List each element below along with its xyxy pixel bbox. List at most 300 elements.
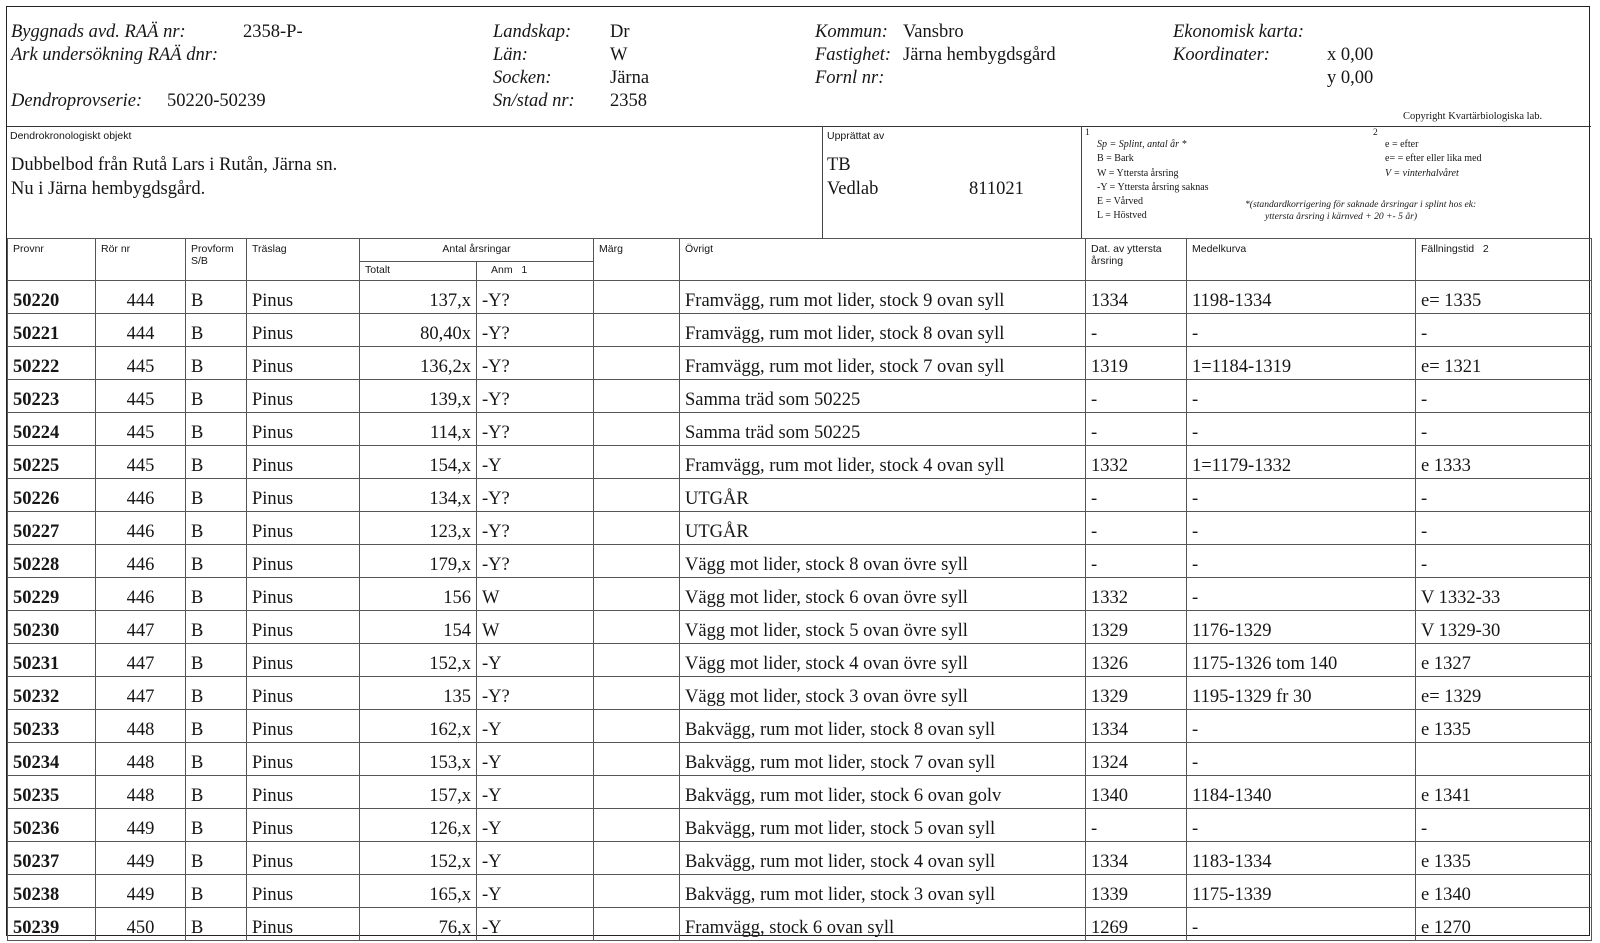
lan-value: W bbox=[610, 45, 628, 65]
table-row bbox=[8, 908, 1592, 941]
table-row bbox=[8, 281, 1592, 314]
col-anm-label: Anm bbox=[491, 264, 513, 276]
cell-rornr: 447 bbox=[96, 677, 186, 710]
cell-falln: - bbox=[1416, 380, 1592, 413]
cell-provform: B bbox=[186, 875, 247, 908]
byggnads-value: 2358-P- bbox=[243, 22, 303, 42]
cell-medel: - bbox=[1187, 314, 1416, 347]
cell-ovrigt: Samma träd som 50225 bbox=[680, 413, 1086, 446]
cell-rornr: 446 bbox=[96, 545, 186, 578]
cell-provform: B bbox=[186, 446, 247, 479]
cell-marg bbox=[594, 281, 680, 314]
legend-marker-1: 1 bbox=[1085, 128, 1090, 138]
cell-marg bbox=[594, 347, 680, 380]
cell-provform: B bbox=[186, 281, 247, 314]
cell-marg bbox=[594, 677, 680, 710]
fastighet-label: Fastighet: bbox=[815, 45, 892, 65]
cell-rornr: 446 bbox=[96, 512, 186, 545]
landskap-value: Dr bbox=[610, 22, 630, 42]
cell-totalt: 76,x bbox=[360, 908, 477, 941]
cell-dat: 1269 bbox=[1086, 908, 1187, 941]
legend-efter-lika: e= = efter eller lika med bbox=[1385, 153, 1482, 165]
samples-table bbox=[7, 238, 1592, 941]
cell-ovrigt: Vägg mot lider, stock 6 ovan övre syll bbox=[680, 578, 1086, 611]
cell-ovrigt: Vägg mot lider, stock 3 ovan övre syll bbox=[680, 677, 1086, 710]
table-body bbox=[8, 281, 1592, 941]
legend-note-1: *(standardkorrigering för saknade årsringar i splint hos ek: bbox=[1245, 199, 1477, 210]
ekon-karta-label: Ekonomisk karta: bbox=[1173, 22, 1305, 42]
table-row bbox=[8, 446, 1592, 479]
cell-provform: B bbox=[186, 908, 247, 941]
cell-totalt: 154 bbox=[360, 611, 477, 644]
cell-anm: -Y bbox=[477, 743, 594, 776]
cell-anm: -Y bbox=[477, 908, 594, 941]
cell-traslag: Pinus bbox=[247, 347, 360, 380]
cell-provform: B bbox=[186, 512, 247, 545]
cell-dat: - bbox=[1086, 413, 1187, 446]
cell-dat: 1319 bbox=[1086, 347, 1187, 380]
col-falln-note: 2 bbox=[1482, 243, 1489, 255]
col-provform bbox=[186, 239, 247, 281]
cell-medel: 1195-1329 fr 30 bbox=[1187, 677, 1416, 710]
cell-provform: B bbox=[186, 677, 247, 710]
header-divider bbox=[7, 126, 1591, 127]
legend-right-list bbox=[1385, 138, 1482, 181]
cell-ovrigt: Bakvägg, rum mot lider, stock 8 ovan syll bbox=[680, 710, 1086, 743]
table-row bbox=[8, 677, 1592, 710]
cell-totalt: 153,x bbox=[360, 743, 477, 776]
col-provform-sub: S/B bbox=[191, 255, 208, 267]
table-row bbox=[8, 842, 1592, 875]
cell-ovrigt: Bakvägg, rum mot lider, stock 5 ovan syll bbox=[680, 809, 1086, 842]
ark-label: Ark undersökning RAÄ dnr: bbox=[11, 45, 219, 65]
lan-label: Län: bbox=[493, 45, 528, 65]
cell-falln: - bbox=[1416, 512, 1592, 545]
table-row bbox=[8, 743, 1592, 776]
cell-provnr: 50222 bbox=[8, 347, 96, 380]
prepared-name: TB bbox=[827, 155, 851, 175]
table-row bbox=[8, 875, 1592, 908]
cell-totalt: 179,x bbox=[360, 545, 477, 578]
cell-totalt: 152,x bbox=[360, 842, 477, 875]
snstad-label: Sn/stad nr: bbox=[493, 91, 575, 111]
cell-ovrigt: Framvägg, rum mot lider, stock 7 ovan syll bbox=[680, 347, 1086, 380]
legend-w: W = Yttersta årsring bbox=[1097, 167, 1179, 179]
cell-rornr: 444 bbox=[96, 314, 186, 347]
cell-dat: - bbox=[1086, 809, 1187, 842]
table-row bbox=[8, 776, 1592, 809]
object-divider bbox=[822, 126, 823, 238]
cell-provnr: 50239 bbox=[8, 908, 96, 941]
legend-y: -Y = Yttersta årsring saknas bbox=[1097, 181, 1209, 193]
cell-traslag: Pinus bbox=[247, 677, 360, 710]
cell-rornr: 444 bbox=[96, 281, 186, 314]
copyright-text: Copyright Kvartärbiologiska lab. bbox=[1403, 111, 1543, 122]
cell-traslag: Pinus bbox=[247, 314, 360, 347]
cell-traslag: Pinus bbox=[247, 644, 360, 677]
cell-provnr: 50221 bbox=[8, 314, 96, 347]
cell-provnr: 50235 bbox=[8, 776, 96, 809]
cell-ovrigt: Framvägg, rum mot lider, stock 9 ovan syll bbox=[680, 281, 1086, 314]
cell-anm: -Y? bbox=[477, 512, 594, 545]
cell-anm: W bbox=[477, 578, 594, 611]
cell-falln: - bbox=[1416, 545, 1592, 578]
cell-medel: - bbox=[1187, 710, 1416, 743]
cell-provnr: 50234 bbox=[8, 743, 96, 776]
table-row bbox=[8, 710, 1592, 743]
cell-medel: 1175-1326 tom 140 bbox=[1187, 644, 1416, 677]
koordinat-y: y 0,00 bbox=[1327, 68, 1374, 88]
table-row bbox=[8, 479, 1592, 512]
cell-provnr: 50232 bbox=[8, 677, 96, 710]
table-header-row bbox=[8, 239, 1592, 262]
cell-traslag: Pinus bbox=[247, 578, 360, 611]
cell-falln: e= 1329 bbox=[1416, 677, 1592, 710]
cell-rornr: 448 bbox=[96, 743, 186, 776]
col-falln bbox=[1416, 239, 1592, 281]
cell-anm: -Y? bbox=[477, 677, 594, 710]
cell-anm: -Y bbox=[477, 446, 594, 479]
col-dat-sub: årsring bbox=[1091, 255, 1124, 267]
cell-anm: -Y bbox=[477, 809, 594, 842]
cell-provnr: 50238 bbox=[8, 875, 96, 908]
cell-provform: B bbox=[186, 578, 247, 611]
cell-dat: - bbox=[1086, 314, 1187, 347]
cell-medel: 1184-1340 bbox=[1187, 776, 1416, 809]
prepared-lab: Vedlab bbox=[827, 179, 879, 199]
cell-falln: e 1333 bbox=[1416, 446, 1592, 479]
cell-marg bbox=[594, 875, 680, 908]
cell-marg bbox=[594, 710, 680, 743]
table-row bbox=[8, 809, 1592, 842]
cell-provform: B bbox=[186, 842, 247, 875]
cell-medel: - bbox=[1187, 413, 1416, 446]
cell-falln bbox=[1416, 743, 1592, 776]
cell-rornr: 445 bbox=[96, 380, 186, 413]
cell-rornr: 446 bbox=[96, 479, 186, 512]
cell-provform: B bbox=[186, 314, 247, 347]
cell-ovrigt: Vägg mot lider, stock 5 ovan övre syll bbox=[680, 611, 1086, 644]
cell-falln: - bbox=[1416, 314, 1592, 347]
cell-provnr: 50223 bbox=[8, 380, 96, 413]
cell-rornr: 447 bbox=[96, 611, 186, 644]
dendro-protocol-sheet bbox=[6, 6, 1590, 936]
legend-left-list bbox=[1097, 138, 1209, 224]
cell-totalt: 126,x bbox=[360, 809, 477, 842]
cell-traslag: Pinus bbox=[247, 545, 360, 578]
cell-provform: B bbox=[186, 347, 247, 380]
koordinat-x: x 0,00 bbox=[1327, 45, 1374, 65]
cell-provform: B bbox=[186, 479, 247, 512]
prepared-date: 811021 bbox=[969, 179, 1024, 199]
table-row bbox=[8, 347, 1592, 380]
cell-provform: B bbox=[186, 380, 247, 413]
legend-note bbox=[1245, 199, 1476, 223]
cell-falln: - bbox=[1416, 809, 1592, 842]
legend-sp: Sp = Splint, antal år * bbox=[1097, 139, 1187, 150]
cell-provnr: 50233 bbox=[8, 710, 96, 743]
cell-provnr: 50236 bbox=[8, 809, 96, 842]
cell-falln: e 1270 bbox=[1416, 908, 1592, 941]
legend-e: E = Vårved bbox=[1097, 196, 1143, 208]
cell-provnr: 50225 bbox=[8, 446, 96, 479]
cell-anm: -Y bbox=[477, 710, 594, 743]
cell-rornr: 445 bbox=[96, 446, 186, 479]
cell-ovrigt: Framvägg, stock 6 ovan syll bbox=[680, 908, 1086, 941]
cell-rornr: 449 bbox=[96, 875, 186, 908]
cell-rornr: 445 bbox=[96, 413, 186, 446]
cell-totalt: 156 bbox=[360, 578, 477, 611]
cell-anm: -Y? bbox=[477, 314, 594, 347]
cell-dat: - bbox=[1086, 512, 1187, 545]
cell-traslag: Pinus bbox=[247, 446, 360, 479]
cell-rornr: 449 bbox=[96, 809, 186, 842]
cell-rornr: 446 bbox=[96, 578, 186, 611]
cell-totalt: 152,x bbox=[360, 644, 477, 677]
object-line-2: Nu i Järna hembygdsgård. bbox=[11, 179, 206, 199]
cell-provnr: 50229 bbox=[8, 578, 96, 611]
cell-traslag: Pinus bbox=[247, 611, 360, 644]
cell-dat: 1324 bbox=[1086, 743, 1187, 776]
cell-medel: 1198-1334 bbox=[1187, 281, 1416, 314]
cell-falln: - bbox=[1416, 413, 1592, 446]
cell-traslag: Pinus bbox=[247, 413, 360, 446]
cell-ovrigt: Vägg mot lider, stock 4 ovan övre syll bbox=[680, 644, 1086, 677]
cell-anm: -Y? bbox=[477, 479, 594, 512]
cell-totalt: 80,40x bbox=[360, 314, 477, 347]
cell-traslag: Pinus bbox=[247, 776, 360, 809]
cell-falln: V 1332-33 bbox=[1416, 578, 1592, 611]
object-line-1: Dubbelbod från Rutå Lars i Rutån, Järna sn. bbox=[11, 155, 338, 175]
cell-anm: -Y bbox=[477, 842, 594, 875]
cell-medel: - bbox=[1187, 743, 1416, 776]
byggnads-label: Byggnads avd. RAÄ nr: bbox=[11, 22, 186, 42]
col-rornr: Rör nr bbox=[96, 239, 186, 281]
cell-anm: -Y? bbox=[477, 347, 594, 380]
cell-rornr: 448 bbox=[96, 710, 186, 743]
cell-marg bbox=[594, 545, 680, 578]
cell-provnr: 50227 bbox=[8, 512, 96, 545]
socken-value: Järna bbox=[610, 68, 650, 88]
cell-medel: - bbox=[1187, 380, 1416, 413]
cell-totalt: 165,x bbox=[360, 875, 477, 908]
cell-anm: -Y? bbox=[477, 545, 594, 578]
cell-rornr: 445 bbox=[96, 347, 186, 380]
cell-marg bbox=[594, 314, 680, 347]
cell-falln: e= 1335 bbox=[1416, 281, 1592, 314]
cell-provnr: 50237 bbox=[8, 842, 96, 875]
landskap-label: Landskap: bbox=[493, 22, 572, 42]
cell-traslag: Pinus bbox=[247, 875, 360, 908]
cell-totalt: 136,2x bbox=[360, 347, 477, 380]
cell-dat: 1334 bbox=[1086, 281, 1187, 314]
cell-totalt: 157,x bbox=[360, 776, 477, 809]
legend-b: B = Bark bbox=[1097, 153, 1134, 165]
cell-provform: B bbox=[186, 644, 247, 677]
cell-provform: B bbox=[186, 413, 247, 446]
col-antal: Antal årsringar bbox=[360, 239, 594, 262]
cell-marg bbox=[594, 380, 680, 413]
cell-ovrigt: Bakvägg, rum mot lider, stock 4 ovan syll bbox=[680, 842, 1086, 875]
cell-medel: - bbox=[1187, 512, 1416, 545]
col-provnr: Provnr bbox=[8, 239, 96, 281]
cell-totalt: 154,x bbox=[360, 446, 477, 479]
cell-traslag: Pinus bbox=[247, 743, 360, 776]
cell-ovrigt: Vägg mot lider, stock 8 ovan övre syll bbox=[680, 545, 1086, 578]
legend-l: L = Höstved bbox=[1097, 210, 1147, 222]
cell-ovrigt: Bakvägg, rum mot lider, stock 3 ovan syll bbox=[680, 875, 1086, 908]
cell-marg bbox=[594, 413, 680, 446]
cell-totalt: 123,x bbox=[360, 512, 477, 545]
cell-marg bbox=[594, 644, 680, 677]
cell-rornr: 449 bbox=[96, 842, 186, 875]
cell-ovrigt: Framvägg, rum mot lider, stock 8 ovan syll bbox=[680, 314, 1086, 347]
snstad-value: 2358 bbox=[610, 91, 647, 111]
col-anm-note: 1 bbox=[521, 264, 528, 276]
cell-traslag: Pinus bbox=[247, 908, 360, 941]
cell-totalt: 135 bbox=[360, 677, 477, 710]
cell-provform: B bbox=[186, 776, 247, 809]
cell-medel: - bbox=[1187, 479, 1416, 512]
cell-dat: 1334 bbox=[1086, 842, 1187, 875]
cell-falln: V 1329-30 bbox=[1416, 611, 1592, 644]
cell-totalt: 114,x bbox=[360, 413, 477, 446]
cell-medel: 1175-1339 bbox=[1187, 875, 1416, 908]
cell-medel: - bbox=[1187, 545, 1416, 578]
cell-anm: -Y bbox=[477, 644, 594, 677]
cell-medel: 1=1184-1319 bbox=[1187, 347, 1416, 380]
cell-falln: e 1340 bbox=[1416, 875, 1592, 908]
cell-traslag: Pinus bbox=[247, 281, 360, 314]
table-row bbox=[8, 644, 1592, 677]
cell-marg bbox=[594, 776, 680, 809]
cell-marg bbox=[594, 809, 680, 842]
cell-marg bbox=[594, 512, 680, 545]
cell-marg bbox=[594, 578, 680, 611]
cell-rornr: 450 bbox=[96, 908, 186, 941]
table-row bbox=[8, 512, 1592, 545]
cell-provform: B bbox=[186, 545, 247, 578]
cell-medel: - bbox=[1187, 908, 1416, 941]
cell-provnr: 50226 bbox=[8, 479, 96, 512]
table-row bbox=[8, 545, 1592, 578]
cell-marg bbox=[594, 446, 680, 479]
col-ovrigt: Övrigt bbox=[680, 239, 1086, 281]
cell-rornr: 448 bbox=[96, 776, 186, 809]
table-row bbox=[8, 413, 1592, 446]
cell-traslag: Pinus bbox=[247, 512, 360, 545]
cell-provnr: 50230 bbox=[8, 611, 96, 644]
cell-dat: 1339 bbox=[1086, 875, 1187, 908]
kommun-label: Kommun: bbox=[815, 22, 888, 42]
cell-falln: e 1327 bbox=[1416, 644, 1592, 677]
koordinater-label: Koordinater: bbox=[1173, 45, 1270, 65]
col-marg: Märg bbox=[594, 239, 680, 281]
cell-provform: B bbox=[186, 809, 247, 842]
cell-ovrigt: Bakvägg, rum mot lider, stock 7 ovan syll bbox=[680, 743, 1086, 776]
cell-falln: e 1335 bbox=[1416, 710, 1592, 743]
cell-dat: - bbox=[1086, 380, 1187, 413]
cell-ovrigt: Framvägg, rum mot lider, stock 4 ovan syll bbox=[680, 446, 1086, 479]
col-medel: Medelkurva bbox=[1187, 239, 1416, 281]
cell-totalt: 139,x bbox=[360, 380, 477, 413]
prepared-label: Upprättat av bbox=[827, 130, 885, 142]
cell-traslag: Pinus bbox=[247, 809, 360, 842]
legend-marker-2: 2 bbox=[1373, 128, 1378, 138]
col-dat-label: Dat. av yttersta bbox=[1091, 243, 1162, 255]
legend-vinter: V = vinterhalvåret bbox=[1385, 167, 1459, 179]
socken-label: Socken: bbox=[493, 68, 552, 88]
cell-marg bbox=[594, 479, 680, 512]
cell-traslag: Pinus bbox=[247, 479, 360, 512]
cell-anm: W bbox=[477, 611, 594, 644]
cell-ovrigt: UTGÅR bbox=[680, 479, 1086, 512]
cell-dat: 1340 bbox=[1086, 776, 1187, 809]
cell-dat: 1329 bbox=[1086, 611, 1187, 644]
cell-dat: 1334 bbox=[1086, 710, 1187, 743]
cell-traslag: Pinus bbox=[247, 380, 360, 413]
cell-medel: 1183-1334 bbox=[1187, 842, 1416, 875]
cell-medel: - bbox=[1187, 578, 1416, 611]
table-row bbox=[8, 380, 1592, 413]
cell-provnr: 50231 bbox=[8, 644, 96, 677]
cell-anm: -Y bbox=[477, 776, 594, 809]
cell-totalt: 134,x bbox=[360, 479, 477, 512]
cell-traslag: Pinus bbox=[247, 842, 360, 875]
cell-totalt: 162,x bbox=[360, 710, 477, 743]
dendro-label: Dendroprovserie: bbox=[11, 91, 143, 111]
cell-totalt: 137,x bbox=[360, 281, 477, 314]
legend-efter: e = efter bbox=[1385, 139, 1419, 150]
cell-provnr: 50224 bbox=[8, 413, 96, 446]
dendro-value: 50220-50239 bbox=[167, 91, 266, 111]
cell-dat: 1332 bbox=[1086, 446, 1187, 479]
cell-falln: e= 1321 bbox=[1416, 347, 1592, 380]
cell-anm: -Y? bbox=[477, 380, 594, 413]
cell-marg bbox=[594, 743, 680, 776]
table-row bbox=[8, 314, 1592, 347]
cell-dat: - bbox=[1086, 545, 1187, 578]
cell-dat: 1332 bbox=[1086, 578, 1187, 611]
table-row bbox=[8, 611, 1592, 644]
cell-falln: e 1335 bbox=[1416, 842, 1592, 875]
cell-traslag: Pinus bbox=[247, 710, 360, 743]
object-label: Dendrokronologiskt objekt bbox=[10, 130, 132, 142]
cell-ovrigt: UTGÅR bbox=[680, 512, 1086, 545]
cell-provform: B bbox=[186, 611, 247, 644]
legend-note-2: yttersta årsring i kärnved + 20 +- 5 år) bbox=[1265, 211, 1418, 222]
cell-dat: 1329 bbox=[1086, 677, 1187, 710]
cell-dat: - bbox=[1086, 479, 1187, 512]
col-dat bbox=[1086, 239, 1187, 281]
cell-anm: -Y? bbox=[477, 281, 594, 314]
cell-medel: 1176-1329 bbox=[1187, 611, 1416, 644]
col-totalt: Totalt bbox=[360, 262, 477, 281]
fornl-label: Fornl nr: bbox=[815, 68, 885, 88]
cell-provform: B bbox=[186, 710, 247, 743]
col-provform-label: Provform bbox=[191, 243, 234, 255]
cell-ovrigt: Samma träd som 50225 bbox=[680, 380, 1086, 413]
cell-ovrigt: Bakvägg, rum mot lider, stock 6 ovan golv bbox=[680, 776, 1086, 809]
cell-marg bbox=[594, 908, 680, 941]
cell-marg bbox=[594, 611, 680, 644]
table-row bbox=[8, 578, 1592, 611]
col-falln-label: Fällningstid bbox=[1421, 243, 1475, 255]
cell-falln: - bbox=[1416, 479, 1592, 512]
fastighet-value: Järna hembygdsgård bbox=[903, 45, 1056, 65]
cell-rornr: 447 bbox=[96, 644, 186, 677]
cell-provnr: 50220 bbox=[8, 281, 96, 314]
